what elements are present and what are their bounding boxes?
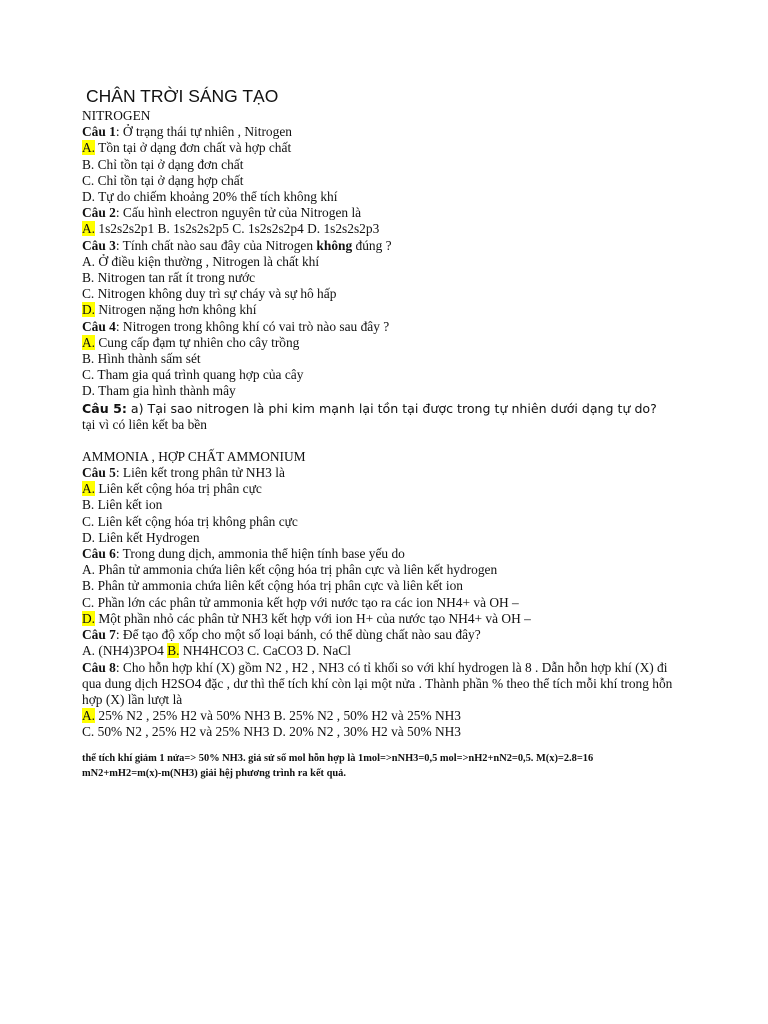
option-1b: B. Chỉ tồn tại ở dạng đơn chất bbox=[82, 156, 244, 172]
options-8ab bbox=[82, 708, 682, 724]
question-3 bbox=[82, 238, 682, 254]
question-text: : Trong dung dịch, ammonia thể hiện tính base yếu do bbox=[115, 546, 405, 562]
question-label: Câu 5 bbox=[82, 465, 116, 481]
option-6a: A. Phân tử ammonia chứa liên kết cộng hóa trị phân cực và liên kết hydrogen bbox=[82, 562, 498, 578]
option-text: Một phần nhỏ các phân tử NH3 kết hợp với ion H+ của nước tạo NH4+ và OH – bbox=[95, 610, 531, 626]
question-label: Câu 5: bbox=[82, 400, 127, 416]
option-1a bbox=[82, 140, 682, 156]
section-heading-nitrogen: NITROGEN bbox=[82, 108, 151, 123]
option-5c: C. Liên kết cộng hóa trị không phân cực bbox=[82, 513, 298, 529]
question-label: Câu 4 bbox=[82, 318, 116, 334]
solution-note-line-1: thể tích khí giảm 1 nửa=> 50% NH3. giả sử số mol hỗn hợp là 1mol=>nNH3=0,5 mol=>nH2+nN2=0,5. M(x)=2.8=16 bbox=[82, 752, 594, 764]
question-text: : Nitrogen trong không khí có vai trò nào sau đây ? bbox=[115, 318, 390, 334]
question-4 bbox=[82, 319, 682, 335]
highlighted-answer: A. bbox=[82, 708, 96, 724]
option-4a bbox=[82, 335, 682, 351]
options-2 bbox=[82, 221, 682, 237]
question-text: : Ở trạng thái tự nhiên , Nitrogen bbox=[115, 124, 292, 140]
option-6d bbox=[82, 611, 682, 627]
option-text: Liên kết cộng hóa trị phân cực bbox=[95, 481, 262, 497]
option-3d bbox=[82, 302, 682, 318]
options-8cd: C. 50% N2 , 25% H2 và 25% NH3 D. 20% N2 , 30% H2 và 50% NH3 bbox=[82, 724, 461, 740]
option-1c: C. Chỉ tồn tại ở dạng hợp chất bbox=[82, 172, 244, 188]
question-text: : Tính chất nào sau đây của Nitrogen bbox=[115, 237, 317, 253]
option-text: Nitrogen nặng hơn không khí bbox=[95, 302, 257, 318]
question-text: : Để tạo độ xốp cho một số loại bánh, có thể dùng chất nào sau đây? bbox=[115, 627, 481, 643]
question-text-end: đúng ? bbox=[352, 237, 392, 253]
option-5d: D. Liên kết Hydrogen bbox=[82, 529, 200, 545]
question-6 bbox=[82, 546, 682, 562]
option-3b: B. Nitrogen tan rất ít trong nước bbox=[82, 270, 256, 286]
answer-5a: tại vì có liên kết ba bền bbox=[82, 416, 207, 432]
section-heading-ammonia: AMMONIA , HỢP CHẤT AMMONIUM bbox=[82, 448, 306, 464]
highlighted-answer: D. bbox=[82, 302, 96, 318]
highlighted-answer: A. bbox=[82, 481, 96, 497]
highlighted-answer: D. bbox=[82, 610, 96, 626]
option-text: 1s2s2s2p1 B. 1s2s2s2p5 C. 1s2s2s2p4 D. 1s2s2s2p3 bbox=[95, 221, 380, 237]
question-text: : Liên kết trong phân tử NH3 là bbox=[115, 465, 285, 481]
question-7 bbox=[82, 627, 682, 643]
question-label: Câu 7 bbox=[82, 627, 116, 643]
option-5b: B. Liên kết ion bbox=[82, 497, 163, 513]
option-3a: A. Ở điều kiện thường , Nitrogen là chất khí bbox=[82, 253, 320, 269]
highlighted-answer: A. bbox=[82, 140, 96, 156]
question-label: Câu 2 bbox=[82, 205, 116, 221]
option-text: 25% N2 , 25% H2 và 50% NH3 B. 25% N2 , 50% H2 và 25% NH3 bbox=[95, 708, 461, 724]
option-6b: B. Phân tử ammonia chứa liên kết cộng hóa trị phân cực và liên kết ion bbox=[82, 578, 463, 594]
option-6c: C. Phần lớn các phân tử ammonia kết hợp với nước tạo ra các ion NH4+ và OH – bbox=[82, 594, 519, 610]
question-text: : Cho hỗn hợp khí (X) gồm N2 , H2 , NH3 có tỉ khối so với khí hydrogen là 8 . Dẫn hỗn hợp khí (X) đi qua dung dịch H2SO4 đặc , dư thì thể tích khí còn lại một nửa . Thành phần % theo thể tích mỗi khí trong hỗn hợp (X) lần lượt là bbox=[82, 659, 673, 707]
highlighted-answer: A. bbox=[82, 334, 96, 350]
question-label: Câu 3 bbox=[82, 237, 116, 253]
question-label: Câu 8 bbox=[82, 659, 116, 675]
question-text: a) Tại sao nitrogen là phi kim mạnh lại tồn tại được trong tự nhiên dưới dạng tự do? bbox=[126, 400, 657, 416]
question-1 bbox=[82, 124, 682, 140]
question-text: : Cấu hình electron nguyên tử của Nitrogen là bbox=[115, 205, 362, 221]
question-emphasis: không bbox=[316, 237, 353, 253]
option-text: NH4HCO3 C. CaCO3 D. NaCl bbox=[179, 643, 351, 659]
option-4c: C. Tham gia quá trình quang hợp của cây bbox=[82, 367, 304, 383]
option-4d: D. Tham gia hình thành mây bbox=[82, 383, 236, 399]
question-label: Câu 6 bbox=[82, 546, 116, 562]
question-8 bbox=[82, 660, 682, 709]
option-3c: C. Nitrogen không duy trì sự cháy và sự hô hấp bbox=[82, 286, 337, 302]
question-2 bbox=[82, 205, 682, 221]
solution-note bbox=[82, 751, 682, 781]
highlighted-answer: A. bbox=[82, 221, 96, 237]
question-5a bbox=[82, 400, 682, 417]
document-title: CHÂN TRỜI SÁNG TẠO bbox=[86, 86, 279, 106]
option-1d: D. Tự do chiếm khoảng 20% thể tích không khí bbox=[82, 189, 338, 205]
question-label: Câu 1 bbox=[82, 124, 116, 140]
option-text: Cung cấp đạm tự nhiên cho cây trồng bbox=[95, 334, 300, 350]
option-5a bbox=[82, 481, 682, 497]
document-page bbox=[82, 86, 682, 781]
spacer bbox=[82, 433, 682, 449]
question-5 bbox=[82, 465, 682, 481]
options-7 bbox=[82, 643, 682, 659]
option-4b: B. Hình thành sấm sét bbox=[82, 351, 201, 367]
option-text: Tồn tại ở dạng đơn chất và hợp chất bbox=[95, 140, 292, 156]
option-text: A. (NH4)3PO4 bbox=[82, 643, 168, 659]
solution-note-line-2: mN2+mH2=m(x)-m(NH3) giải hệj phương trình ra kết quả. bbox=[82, 767, 346, 779]
highlighted-answer: B. bbox=[167, 643, 180, 659]
